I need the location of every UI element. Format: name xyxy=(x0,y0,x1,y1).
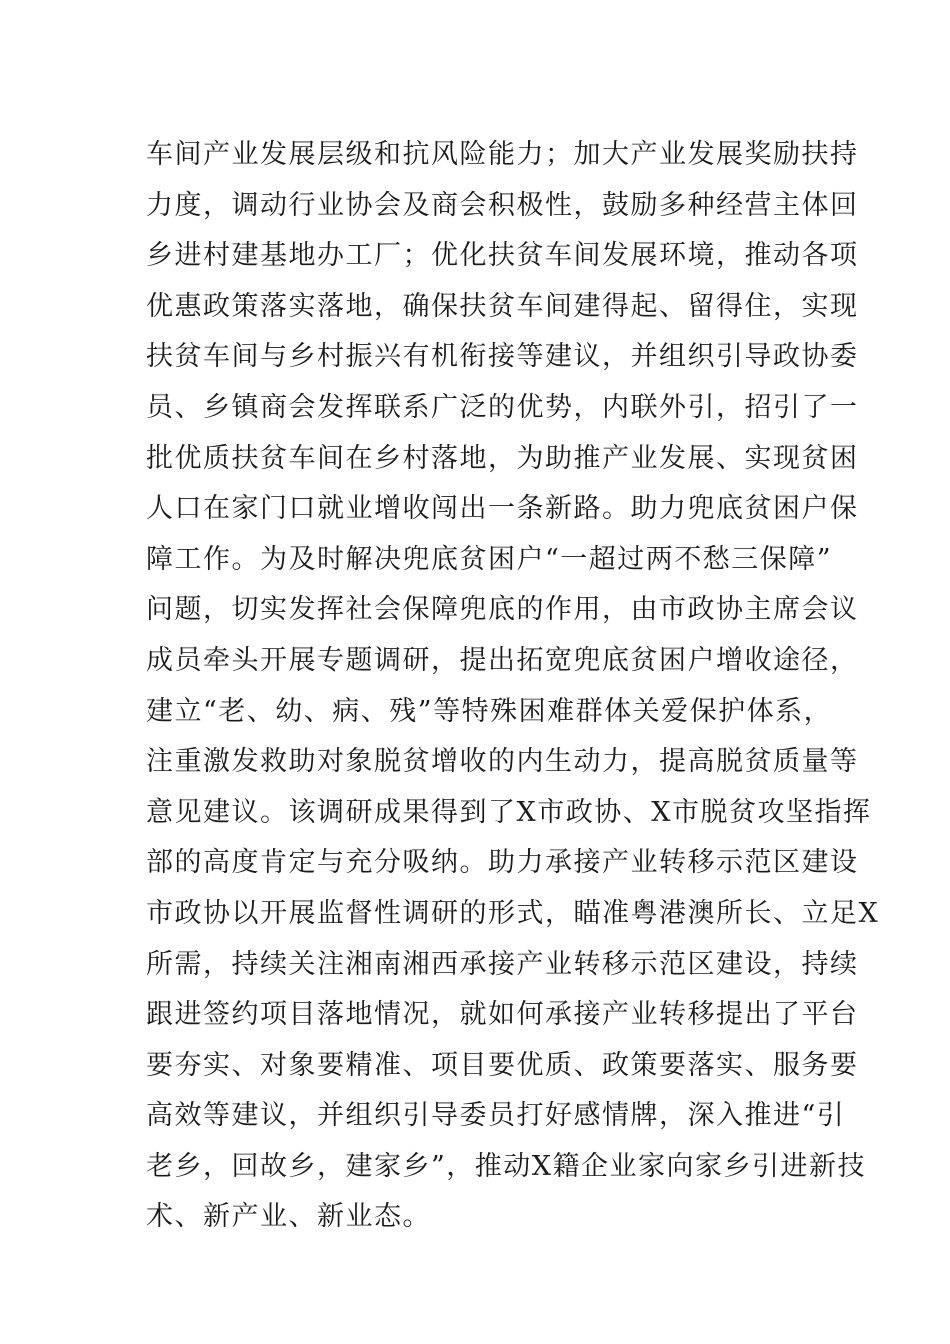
text-line: 优惠政策落实落地，确保扶贫车间建得起、留得住，实现 xyxy=(146,290,859,322)
text-line: 建立“老、幼、病、残”等特殊困难群体关爱保护体系， xyxy=(146,695,833,727)
text-line: 员、乡镇商会发挥联系广泛的优势，内联外引，招引了一 xyxy=(146,391,859,423)
text-line: 老乡，回故乡，建家乡”，推动X籍企业家向家乡引进新技 xyxy=(146,1150,867,1182)
text-line: 所需，持续关注湘南湘西承接产业转移示范区建设，持续 xyxy=(146,948,859,980)
text-line: 批优质扶贫车间在乡村落地，为助推产业发展、实现贫困 xyxy=(146,442,859,474)
text-line: 扶贫车间与乡村振兴有机衔接等建议，并组织引导政协委 xyxy=(146,341,859,373)
text-line: 成员牵头开展专题调研，提出拓宽兜底贫困户增收途径， xyxy=(146,644,859,676)
text-line: 部的高度肯定与充分吸纳。助力承接产业转移示范区建设 xyxy=(146,847,859,879)
text-line: 车间产业发展层级和抗风险能力；加大产业发展奖励扶持 xyxy=(146,139,859,170)
text-line: 术、新产业、新业态。 xyxy=(146,1201,431,1233)
text-line: 意见建议。该调研成果得到了X市政协、X市脱贫攻坚指挥 xyxy=(146,796,872,828)
text-line: 人口在家门口就业增收闯出一条新路。助力兜底贫困户保 xyxy=(146,493,859,525)
text-line: 市政协以开展监督性调研的形式，瞄准粤港澳所长、立足X xyxy=(146,897,880,929)
text-line: 要夯实、对象要精准、项目要优质、政策要落实、服务要 xyxy=(146,1049,859,1081)
text-line: 障工作。为及时解决兜底贫困户“一超过两不愁三保障” xyxy=(146,543,833,575)
text-line: 高效等建议，并组织引导委员打好感情牌，深入推进“引 xyxy=(146,1100,846,1132)
text-line: 注重激发救助对象脱贫增收的内生动力，提高脱贫质量等 xyxy=(146,746,859,778)
text-line: 跟进签约项目落地情况，就如何承接产业转移提出了平台 xyxy=(146,999,859,1031)
text-line: 问题，切实发挥社会保障兜底的作用，由市政协主席会议 xyxy=(146,594,859,626)
body-text xyxy=(146,133,880,1246)
text-line: 乡进村建基地办工厂；优化扶贫车间发展环境，推动各项 xyxy=(146,240,859,272)
text-line: 力度，调动行业协会及商会积极性，鼓励多种经营主体回 xyxy=(146,189,859,221)
